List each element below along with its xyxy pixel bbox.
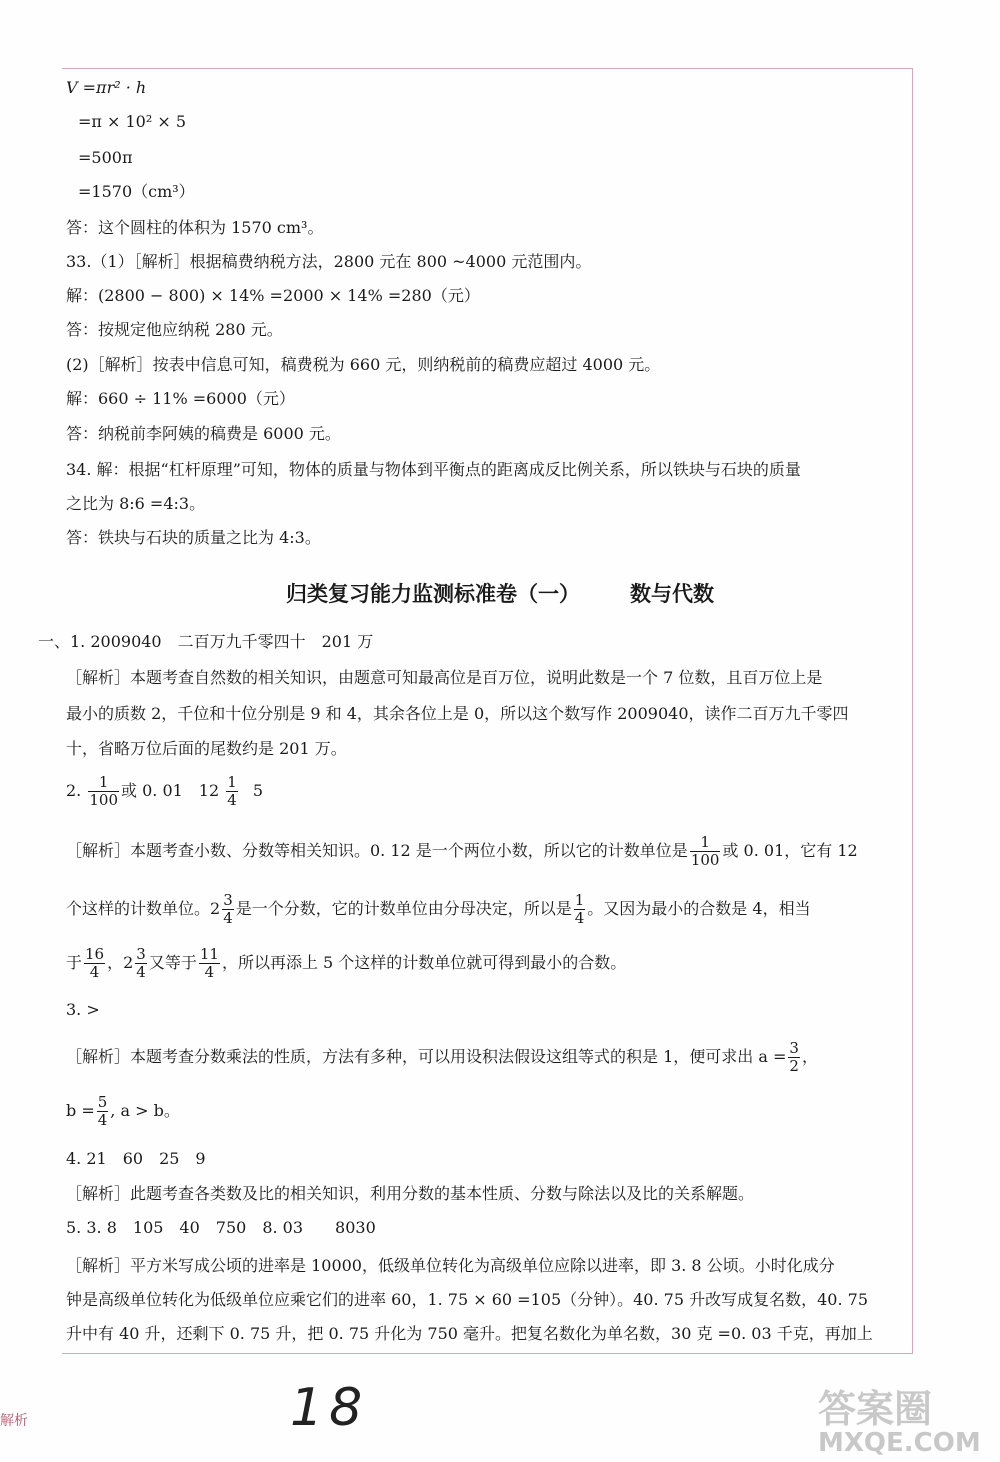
fraction: $\frac{3}{4}$ — [136, 945, 146, 981]
fraction: $\frac{1}{100}$ — [690, 833, 720, 869]
fraction: $\frac{3}{4}$ — [223, 891, 233, 927]
fraction: $\frac{1}{4}$ — [227, 773, 237, 809]
question-33-line: 33.（1）［解析］根据稿费纳税方法，2800 元在 800 ~4000 元范围内。 — [66, 252, 592, 271]
q1-answer: 一、1. 2009040 二百万九千零四十 201 万 — [38, 632, 374, 651]
section-title — [0, 578, 1000, 608]
formula-line: =1570（cm³） — [78, 182, 195, 201]
q4-analysis: ［解析］此题考查各类数及比的相关知识，利用分数的基本性质、分数与除法以及比的关系解题。 — [66, 1184, 755, 1203]
q1-analysis: 最小的质数 2，千位和十位分别是 9 和 4，其余各位上是 0，所以这个数写作 2009040，读作二百万九千零四 — [66, 704, 849, 723]
solution-line: 解：660 ÷ 11% =6000（元） — [66, 389, 295, 408]
q3-analysis: b = $\frac{5}{4}$ , a > b。 — [66, 1093, 180, 1129]
q3-answer: 3. > — [66, 1000, 100, 1019]
question-34-line: 之比为 8:6 =4:3。 — [66, 494, 206, 513]
q5-analysis: ［解析］平方米写成公顷的进率是 10000，低级单位转化为高级单位应除以进率，即 3. 8 公顷。小时化成分 — [66, 1256, 835, 1275]
formula-line: V =πr² · h — [66, 78, 147, 97]
q5-analysis: 钟是高级单位转化为低级单位应乘它们的进率 60，1. 75 × 60 =105（分钟）。40. 75 升改写成复名数，40. 75 — [66, 1290, 868, 1309]
q5-answer: 5. 3. 8 105 40 750 8. 03 8030 — [66, 1218, 376, 1237]
handwritten-page-number: 18 — [290, 1378, 369, 1438]
fraction: $\frac{1}{100}$ — [89, 773, 118, 809]
formula-line: =500π — [78, 148, 133, 167]
side-tab-label: 解析 — [0, 1413, 28, 1429]
answer-line: 答：按规定他应纳税 280 元。 — [66, 320, 283, 339]
solution-line: 解：(2800 − 800) × 14% =2000 × 14% =280（元） — [66, 286, 480, 305]
q2-analysis: 个这样的计数单位。2 $\frac{3}{4}$ 是一个分数，它的计数单位由分母决定，所以是 $\frac{1}{4}$ 。又因为最小的合数是 4，相当 — [66, 891, 811, 927]
fraction: $\frac{3}{2}$ — [789, 1039, 799, 1075]
q1-analysis: 十，省略万位后面的尾数约是 201 万。 — [66, 739, 347, 758]
section-title-sub: 数与代数 — [630, 582, 714, 606]
q5-analysis: 升中有 40 升，还剩下 0. 75 升，把 0. 75 升化为 750 毫升。把复名数化为单名数，30 克 =0. 03 千克，再加上 — [66, 1324, 873, 1343]
answer-line: 答：这个圆柱的体积为 1570 cm³。 — [66, 218, 324, 237]
fraction: $\frac{16}{4}$ — [85, 945, 105, 981]
q4-answer: 4. 21 60 25 9 — [66, 1149, 206, 1168]
q2-analysis: 于 $\frac{16}{4}$ ，2 $\frac{3}{4}$ 又等于 $\frac{11}{4}$ ，所以再添上 5 个这样的计数单位就可得到最小的合数。 — [66, 945, 627, 981]
q1-analysis: ［解析］本题考查自然数的相关知识，由题意可知最高位是百万位，说明此数是一个 7 位数，且百万位上是 — [66, 668, 823, 687]
answer-line: 答：铁块与石块的质量之比为 4:3。 — [66, 528, 321, 547]
fraction: $\frac{5}{4}$ — [97, 1093, 108, 1129]
q2-analysis: ［解析］本题考查小数、分数等相关知识。0. 12 是一个两位小数，所以它的计数单位是 $\frac{1}{100}$ 或 0. 01，它有 12 — [66, 833, 858, 869]
q2-answer: 2. $\frac{1}{100}$ 或 0. 01 12 $\frac{1}{4}$ 5 — [66, 773, 264, 809]
q3-analysis: ［解析］本题考查分数乘法的性质，方法有多种，可以用设积法假设这组等式的积是 1，便可求出 a = $\frac{3}{2}$ ， — [66, 1039, 818, 1075]
watermark-logo: 答案圈 — [818, 1387, 933, 1431]
answer-line: 答：纳税前李阿姨的稿费是 6000 元。 — [66, 424, 341, 443]
question-33-2-line: (2)［解析］按表中信息可知，稿费税为 660 元，则纳税前的稿费应超过 4000 元。 — [66, 355, 661, 374]
question-34-line: 34. 解：根据“杠杆原理”可知，物体的质量与物体到平衡点的距离成反比例关系，所以铁块与石块的质量 — [66, 460, 801, 479]
formula-line: =π × 10² × 5 — [78, 112, 187, 131]
fraction: $\frac{11}{4}$ — [199, 945, 219, 981]
fraction: $\frac{1}{4}$ — [574, 891, 585, 927]
watermark-url: MXQE.COM — [818, 1428, 981, 1458]
section-title-main: 归类复习能力监测标准卷（一） — [286, 582, 580, 606]
